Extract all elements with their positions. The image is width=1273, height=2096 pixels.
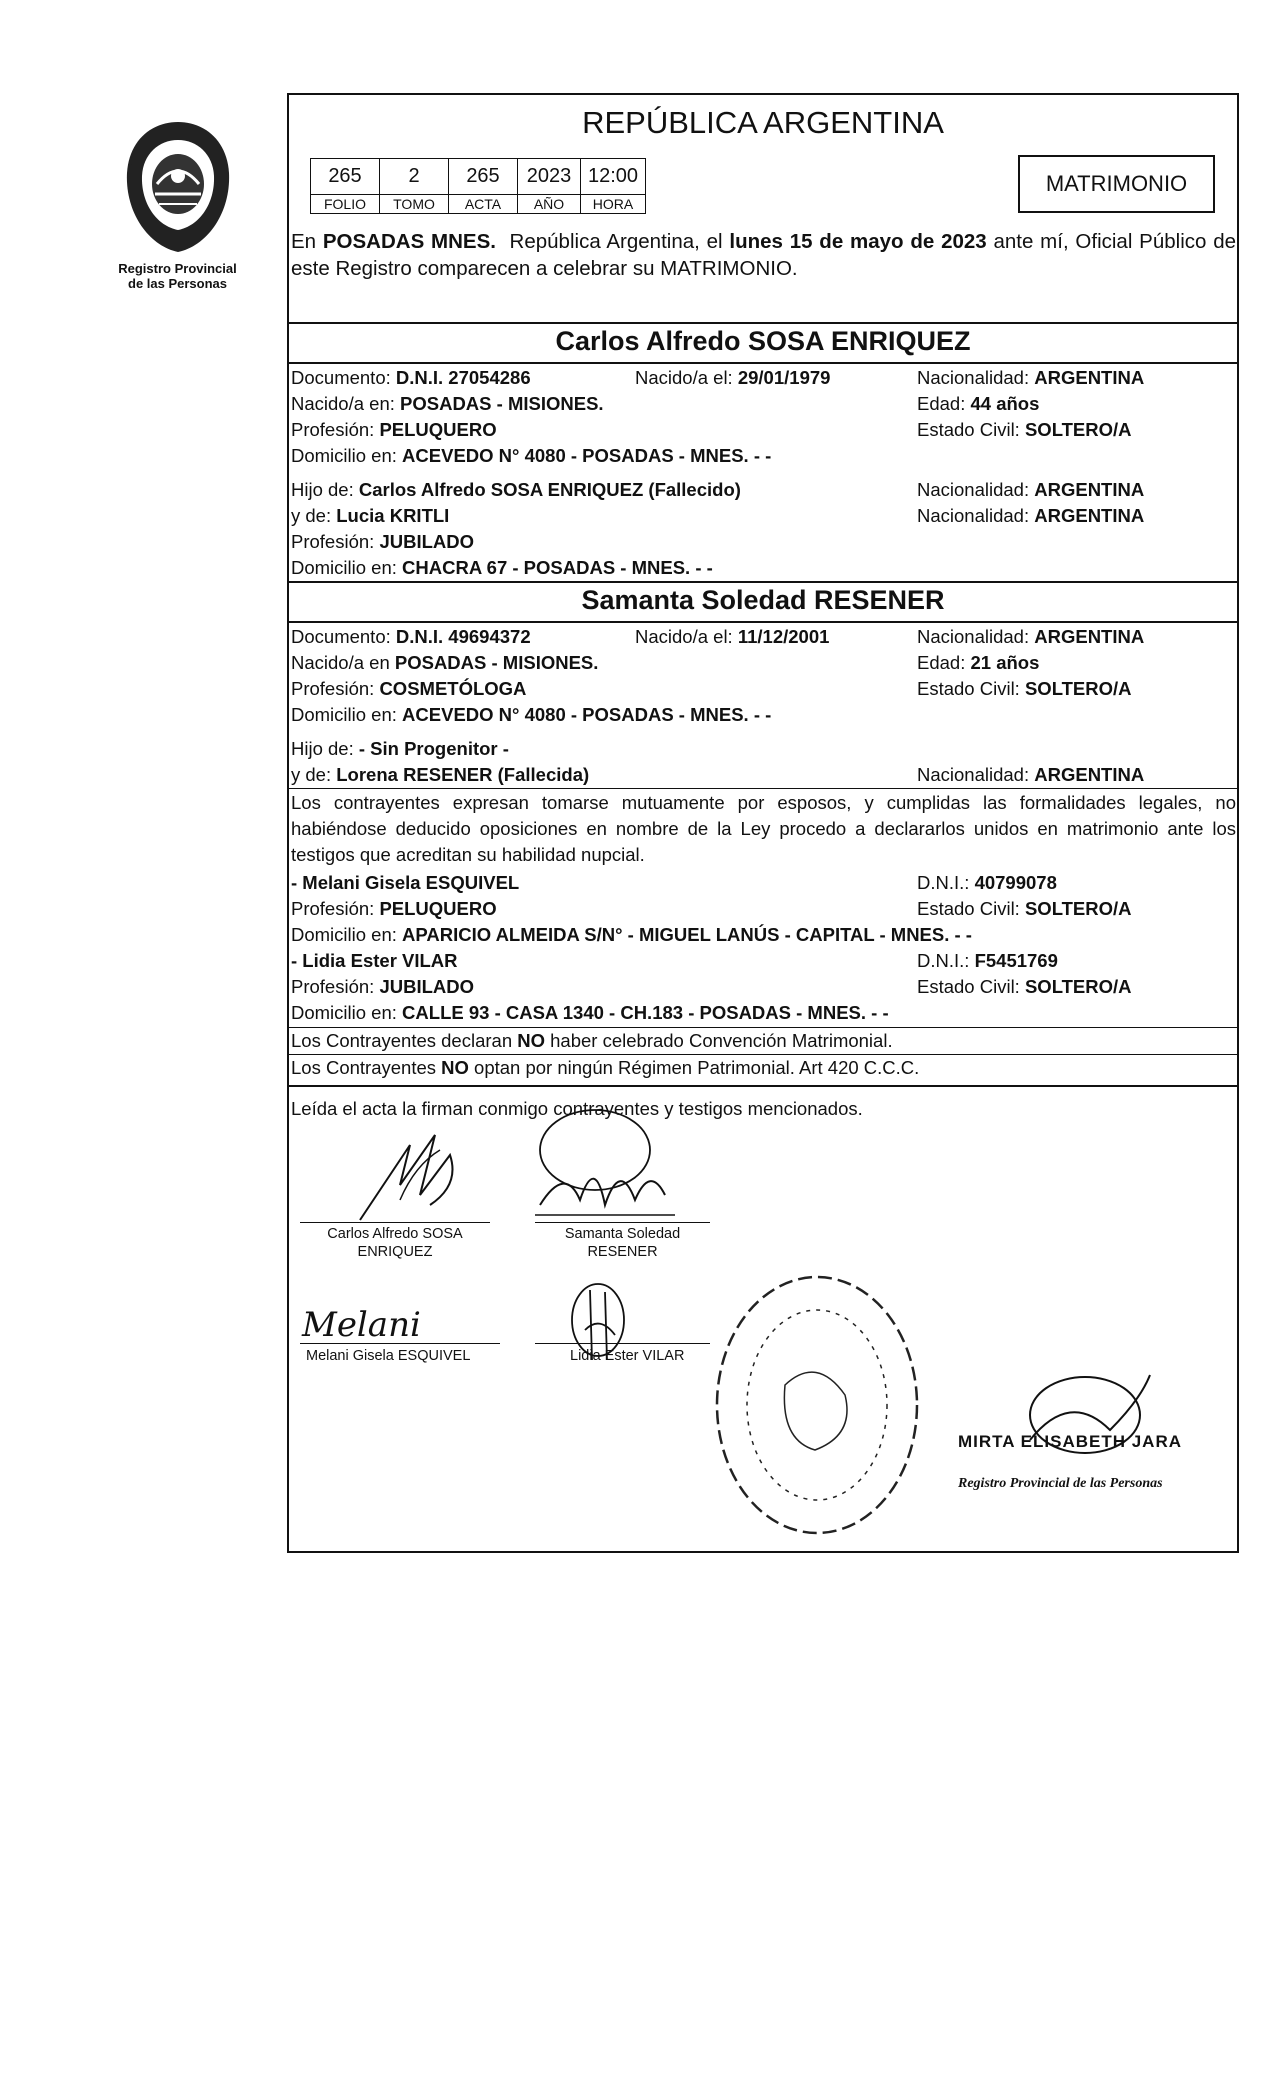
divider [287,322,1239,324]
tomo-label: TOMO [380,195,449,214]
spouse1-civil-status: Estado Civil: SOLTERO/A [917,419,1132,440]
org-name-line-2: de las Personas [128,276,227,291]
folio-value: 265 [311,159,380,195]
spouse1-nationality: Nacionalidad: ARGENTINA [917,367,1145,388]
spouse1-name: Carlos Alfredo SOSA ENRIQUEZ [555,326,971,356]
spouse2-nationality: Nacionalidad: ARGENTINA [917,626,1145,647]
witness2-address: Domicilio en: CALLE 93 - CASA 1340 - CH.183 - POSADAS - MNES. - - [291,1002,889,1023]
spouse1-profession: Profesión: PELUQUERO [291,419,497,440]
witness1-dni: D.N.I.: 40799078 [917,872,1057,893]
spouse1-parent-address: Domicilio en: CHACRA 67 - POSADAS - MNES. - - [291,557,713,578]
divider [287,788,1239,789]
record-index-table [310,158,646,214]
spouse1-parent-profession: Profesión: JUBILADO [291,531,474,552]
signer2-caption: Samanta Soledad RESENER [564,1226,681,1260]
record-type-box: MATRIMONIO [1018,155,1215,213]
signature-line [300,1222,490,1223]
signature-official [1010,1370,1160,1480]
divider [287,1054,1239,1055]
folio-label: FOLIO [311,195,380,214]
signer4-caption: Lidia Ester VILAR [570,1348,685,1364]
official-title: Registro Provincial de las Personas [958,1476,1163,1491]
acta-label: ACTA [449,195,518,214]
divider [287,1085,1239,1087]
province-seal-icon [119,118,237,256]
spouse1-age: Edad: 44 años [917,393,1040,414]
spouse2-name: Samanta Soledad RESENER [581,585,945,615]
spouse2-address: Domicilio en: ACEVEDO N° 4080 - POSADAS - MNES. - - [291,704,772,725]
divider [287,362,1239,364]
spouse2-civil-status: Estado Civil: SOLTERO/A [917,678,1132,699]
official-name: MIRTA ELISABETH JARA [958,1432,1182,1451]
page-title: REPÚBLICA ARGENTINA [582,105,944,140]
spouse1-address: Domicilio en: ACEVEDO N° 4080 - POSADAS - MNES. - - [291,445,772,466]
declaration-paragraph: Los contrayentes expresan tomarse mutuamente por esposos, y cumplidas las formalidades legales, no habiéndose deducido oposiciones en nombre de la Ley procedo a declararlos unidos en matrimonio ante los testigos que acreditan su habilidad nupcial. [291,792,1236,865]
spouse2-birthplace: Nacido/a en POSADAS - MISIONES. [291,652,599,673]
org-name-line-1: Registro Provincial [118,261,237,276]
intro-text-2: República Argentina, el [495,230,730,253]
year-value: 2023 [518,159,581,195]
intro-text-1: En [291,230,323,253]
registry-logo [105,118,250,291]
hour-label: HORA [581,195,646,214]
spouse2-mother: y de: Lorena RESENER (Fallecida) [291,764,590,785]
spouse2-profession: Profesión: COSMETÓLOGA [291,678,527,699]
tomo-value: 2 [380,159,449,195]
witness2-civil-status: Estado Civil: SOLTERO/A [917,976,1132,997]
spouse2-father: Hijo de: - Sin Progenitor - [291,738,509,759]
witness2-name: - Lidia Ester VILAR [291,950,458,971]
spouse1-birthplace: Nacido/a en: POSADAS - MISIONES. [291,393,604,414]
official-stamp-icon [705,1265,930,1545]
divider [287,581,1239,583]
witness2-dni: D.N.I.: F5451769 [917,950,1058,971]
intro-paragraph [291,228,1236,282]
acta-value: 265 [449,159,518,195]
spouse1-mother-nationality: Nacionalidad: ARGENTINA [917,505,1145,526]
signature-samanta [525,1105,685,1225]
svg-text:Melani: Melani [302,1305,421,1345]
signature-line [300,1343,500,1344]
witness2-profession: Profesión: JUBILADO [291,976,474,997]
spouse2-age: Edad: 21 años [917,652,1040,673]
spouse2-mother-nationality: Nacionalidad: ARGENTINA [917,764,1145,785]
intro-date: lunes 15 de mayo de 2023 [729,230,987,253]
spouse1-document: Documento: D.N.I. 27054286 [291,367,531,388]
signer1-caption: Carlos Alfredo SOSA ENRIQUEZ [327,1226,463,1260]
regime-statement: Los Contrayentes NO optan por ningún Régimen Patrimonial. Art 420 C.C.C. [291,1057,920,1078]
signature-melani [300,1300,420,1345]
spouse1-mother: y de: Lucia KRITLI [291,505,450,526]
spouse1-father: Hijo de: Carlos Alfredo SOSA ENRIQUEZ (Fallecido) [291,479,741,500]
witness1-address: Domicilio en: APARICIO ALMEIDA S/N° - MIGUEL LANÚS - CAPITAL - MNES. - - [291,924,972,945]
spouse2-document: Documento: D.N.I. 49694372 [291,626,531,647]
intro-city: POSADAS MNES. [322,230,496,253]
witness1-civil-status: Estado Civil: SOLTERO/A [917,898,1132,919]
convention-statement: Los Contrayentes declaran NO haber celebrado Convención Matrimonial. [291,1030,893,1051]
witness1-name: - Melani Gisela ESQUIVEL [291,872,520,893]
divider [287,621,1239,623]
hour-value: 12:00 [581,159,646,195]
spouse2-birthdate: Nacido/a el: 11/12/2001 [635,626,830,647]
year-label: AÑO [518,195,581,214]
signer3-caption: Melani Gisela ESQUIVEL [306,1348,471,1364]
signature-line [535,1343,710,1344]
signature-carlos [340,1125,480,1225]
spouse1-birthdate: Nacido/a el: 29/01/1979 [635,367,831,388]
intro-text-3: ante mí, Oficial Público de este Registro comparecen a celebrar su MATRIMONIO. [291,230,1236,280]
divider [287,1027,1239,1028]
spouse1-father-nationality: Nacionalidad: ARGENTINA [917,479,1145,500]
witness1-profession: Profesión: PELUQUERO [291,898,497,919]
reading-statement: Leída el acta la firman conmigo contrayentes y testigos mencionados. [291,1098,863,1119]
signature-line [535,1222,710,1223]
